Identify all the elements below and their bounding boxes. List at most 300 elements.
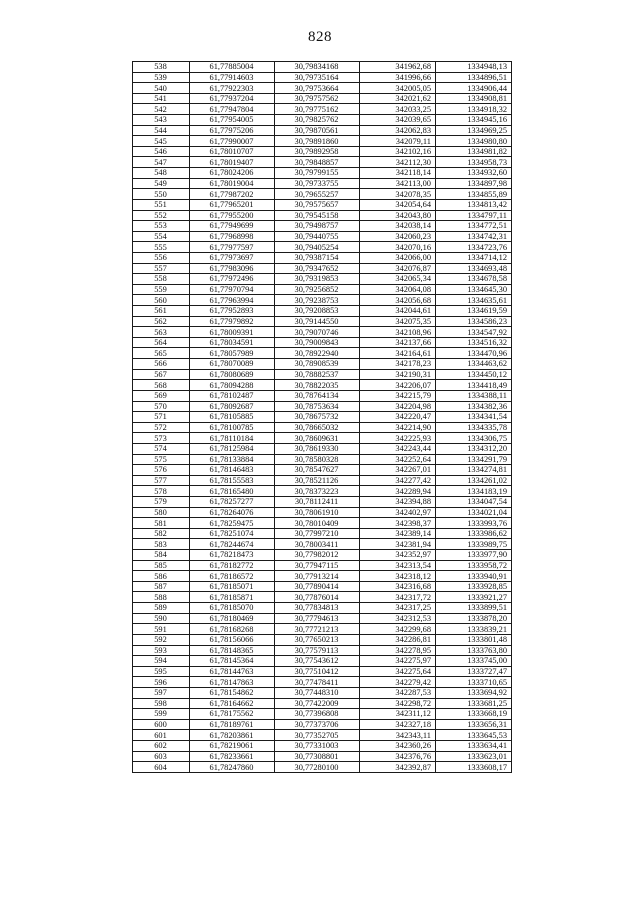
longitude-cell: 30,79753664 [275, 83, 360, 94]
x-coordinate-cell: 342206,07 [360, 380, 436, 391]
point-number-cell: 547 [133, 157, 190, 168]
y-coordinate-cell: 1334516,32 [436, 337, 512, 348]
longitude-cell: 30,77947115 [275, 560, 360, 571]
latitude-cell: 61,78148365 [190, 645, 275, 656]
point-number-cell: 579 [133, 496, 190, 507]
table-row [133, 168, 512, 179]
latitude-cell: 61,77990007 [190, 136, 275, 147]
table-row [133, 327, 512, 338]
longitude-cell: 30,78609631 [275, 433, 360, 444]
y-coordinate-cell: 1334896,51 [436, 72, 512, 83]
y-coordinate-cell: 1334261,02 [436, 475, 512, 486]
y-coordinate-cell: 1334547,92 [436, 327, 512, 338]
longitude-cell: 30,78547627 [275, 465, 360, 476]
x-coordinate-cell: 342312,53 [360, 613, 436, 624]
longitude-cell: 30,79387154 [275, 252, 360, 263]
latitude-cell: 61,78257277 [190, 496, 275, 507]
y-coordinate-cell: 1333645,53 [436, 730, 512, 741]
y-coordinate-cell: 1333745,00 [436, 656, 512, 667]
point-number-cell: 571 [133, 412, 190, 423]
latitude-cell: 61,77937204 [190, 93, 275, 104]
latitude-cell: 61,78105885 [190, 412, 275, 423]
point-number-cell: 546 [133, 146, 190, 157]
table-row [133, 560, 512, 571]
latitude-cell: 61,78182772 [190, 560, 275, 571]
point-number-cell: 577 [133, 475, 190, 486]
x-coordinate-cell: 342225,93 [360, 433, 436, 444]
longitude-cell: 30,79347652 [275, 263, 360, 274]
latitude-cell: 61,78034591 [190, 337, 275, 348]
table-row [133, 709, 512, 720]
x-coordinate-cell: 342112,30 [360, 157, 436, 168]
x-coordinate-cell: 342178,23 [360, 359, 436, 370]
table-row [133, 539, 512, 550]
point-number-cell: 566 [133, 359, 190, 370]
x-coordinate-cell: 342286,81 [360, 634, 436, 645]
point-number-cell: 568 [133, 380, 190, 391]
longitude-cell: 30,79735164 [275, 72, 360, 83]
point-number-cell: 586 [133, 571, 190, 582]
point-number-cell: 573 [133, 433, 190, 444]
point-number-cell: 598 [133, 698, 190, 709]
point-number-cell: 584 [133, 550, 190, 561]
longitude-cell: 30,77422009 [275, 698, 360, 709]
x-coordinate-cell: 342108,96 [360, 327, 436, 338]
x-coordinate-cell: 341996,66 [360, 72, 436, 83]
latitude-cell: 61,78244674 [190, 539, 275, 550]
point-number-cell: 587 [133, 581, 190, 592]
x-coordinate-cell: 342313,54 [360, 560, 436, 571]
table-row [133, 62, 512, 73]
point-number-cell: 572 [133, 422, 190, 433]
longitude-cell: 30,79825762 [275, 115, 360, 126]
point-number-cell: 543 [133, 115, 190, 126]
y-coordinate-cell: 1334291,79 [436, 454, 512, 465]
longitude-cell: 30,77982012 [275, 550, 360, 561]
latitude-cell: 61,78146483 [190, 465, 275, 476]
x-coordinate-cell: 342343,11 [360, 730, 436, 741]
latitude-cell: 61,78219061 [190, 741, 275, 752]
x-coordinate-cell: 342317,72 [360, 592, 436, 603]
table-row [133, 93, 512, 104]
x-coordinate-cell: 342402,97 [360, 507, 436, 518]
latitude-cell: 61,77963994 [190, 295, 275, 306]
point-number-cell: 541 [133, 93, 190, 104]
y-coordinate-cell: 1334463,62 [436, 359, 512, 370]
y-coordinate-cell: 1334797,11 [436, 210, 512, 221]
latitude-cell: 61,78218473 [190, 550, 275, 561]
table-row [133, 189, 512, 200]
point-number-cell: 556 [133, 252, 190, 263]
latitude-cell: 61,78259475 [190, 518, 275, 529]
point-number-cell: 602 [133, 741, 190, 752]
y-coordinate-cell: 1334723,76 [436, 242, 512, 253]
coordinates-table [132, 61, 512, 773]
latitude-cell: 61,78180469 [190, 613, 275, 624]
point-number-cell: 601 [133, 730, 190, 741]
longitude-cell: 30,77543612 [275, 656, 360, 667]
table-row [133, 454, 512, 465]
longitude-cell: 30,78822035 [275, 380, 360, 391]
x-coordinate-cell: 342298,72 [360, 698, 436, 709]
x-coordinate-cell: 342190,31 [360, 369, 436, 380]
longitude-cell: 30,79144550 [275, 316, 360, 327]
latitude-cell: 61,78168268 [190, 624, 275, 635]
latitude-cell: 61,77972496 [190, 274, 275, 285]
table-row [133, 359, 512, 370]
x-coordinate-cell: 342066,00 [360, 252, 436, 263]
y-coordinate-cell: 1334714,12 [436, 252, 512, 263]
x-coordinate-cell: 342279,42 [360, 677, 436, 688]
longitude-cell: 30,79775162 [275, 104, 360, 115]
table-row [133, 115, 512, 126]
longitude-cell: 30,77396808 [275, 709, 360, 720]
point-number-cell: 558 [133, 274, 190, 285]
point-number-cell: 542 [133, 104, 190, 115]
y-coordinate-cell: 1334635,61 [436, 295, 512, 306]
y-coordinate-cell: 1333921,27 [436, 592, 512, 603]
x-coordinate-cell: 342038,14 [360, 221, 436, 232]
latitude-cell: 61,78019004 [190, 178, 275, 189]
point-number-cell: 551 [133, 199, 190, 210]
longitude-cell: 30,78003411 [275, 539, 360, 550]
y-coordinate-cell: 1333763,80 [436, 645, 512, 656]
longitude-cell: 30,77721213 [275, 624, 360, 635]
longitude-cell: 30,77331003 [275, 741, 360, 752]
table-row [133, 581, 512, 592]
x-coordinate-cell: 342389,14 [360, 528, 436, 539]
x-coordinate-cell: 342065,34 [360, 274, 436, 285]
y-coordinate-cell: 1334619,59 [436, 306, 512, 317]
latitude-cell: 61,78009391 [190, 327, 275, 338]
table-row [133, 496, 512, 507]
latitude-cell: 61,77955200 [190, 210, 275, 221]
latitude-cell: 61,78185871 [190, 592, 275, 603]
table-row [133, 528, 512, 539]
point-number-cell: 540 [133, 83, 190, 94]
x-coordinate-cell: 342360,26 [360, 741, 436, 752]
y-coordinate-cell: 1334693,48 [436, 263, 512, 274]
latitude-cell: 61,78145364 [190, 656, 275, 667]
y-coordinate-cell: 1334586,23 [436, 316, 512, 327]
x-coordinate-cell: 341962,68 [360, 62, 436, 73]
point-number-cell: 565 [133, 348, 190, 359]
x-coordinate-cell: 342005,05 [360, 83, 436, 94]
x-coordinate-cell: 342311,12 [360, 709, 436, 720]
y-coordinate-cell: 1333623,01 [436, 751, 512, 762]
longitude-cell: 30,79733755 [275, 178, 360, 189]
y-coordinate-cell: 1334645,30 [436, 284, 512, 295]
point-number-cell: 550 [133, 189, 190, 200]
x-coordinate-cell: 342316,68 [360, 581, 436, 592]
latitude-cell: 61,78155583 [190, 475, 275, 486]
latitude-cell: 61,78100785 [190, 422, 275, 433]
x-coordinate-cell: 342078,35 [360, 189, 436, 200]
longitude-cell: 30,77650213 [275, 634, 360, 645]
latitude-cell: 61,77970794 [190, 284, 275, 295]
longitude-cell: 30,79440755 [275, 231, 360, 242]
longitude-cell: 30,77834813 [275, 603, 360, 614]
x-coordinate-cell: 342079,11 [360, 136, 436, 147]
table-row [133, 751, 512, 762]
y-coordinate-cell: 1333710,65 [436, 677, 512, 688]
x-coordinate-cell: 342392,87 [360, 762, 436, 773]
table-row [133, 624, 512, 635]
x-coordinate-cell: 342278,95 [360, 645, 436, 656]
point-number-cell: 549 [133, 178, 190, 189]
table-row [133, 210, 512, 221]
table-row [133, 178, 512, 189]
table-row [133, 274, 512, 285]
table-row [133, 475, 512, 486]
x-coordinate-cell: 342044,61 [360, 306, 436, 317]
point-number-cell: 559 [133, 284, 190, 295]
y-coordinate-cell: 1334306,75 [436, 433, 512, 444]
longitude-cell: 30,78010409 [275, 518, 360, 529]
longitude-cell: 30,78764134 [275, 390, 360, 401]
y-coordinate-cell: 1334678,58 [436, 274, 512, 285]
y-coordinate-cell: 1333694,92 [436, 687, 512, 698]
latitude-cell: 61,78024206 [190, 168, 275, 179]
longitude-cell: 30,78619330 [275, 443, 360, 454]
table-row [133, 687, 512, 698]
y-coordinate-cell: 1334948,13 [436, 62, 512, 73]
latitude-cell: 61,77965201 [190, 199, 275, 210]
table-row [133, 125, 512, 136]
y-coordinate-cell: 1334932,60 [436, 168, 512, 179]
point-number-cell: 569 [133, 390, 190, 401]
longitude-cell: 30,78112411 [275, 496, 360, 507]
point-number-cell: 538 [133, 62, 190, 73]
x-coordinate-cell: 342075,35 [360, 316, 436, 327]
y-coordinate-cell: 1333986,62 [436, 528, 512, 539]
longitude-cell: 30,79655257 [275, 189, 360, 200]
longitude-cell: 30,79545158 [275, 210, 360, 221]
latitude-cell: 61,78185070 [190, 603, 275, 614]
longitude-cell: 30,77794613 [275, 613, 360, 624]
table-row [133, 136, 512, 147]
x-coordinate-cell: 342064,08 [360, 284, 436, 295]
table-row [133, 412, 512, 423]
latitude-cell: 61,77977597 [190, 242, 275, 253]
table-row [133, 146, 512, 157]
table-row [133, 83, 512, 94]
longitude-cell: 30,77478411 [275, 677, 360, 688]
longitude-cell: 30,79070746 [275, 327, 360, 338]
longitude-cell: 30,78675732 [275, 412, 360, 423]
latitude-cell: 61,78147863 [190, 677, 275, 688]
longitude-cell: 30,77373706 [275, 719, 360, 730]
y-coordinate-cell: 1334918,32 [436, 104, 512, 115]
latitude-cell: 61,78185071 [190, 581, 275, 592]
table-row [133, 486, 512, 497]
x-coordinate-cell: 342381,94 [360, 539, 436, 550]
table-row [133, 401, 512, 412]
x-coordinate-cell: 342137,66 [360, 337, 436, 348]
point-number-cell: 552 [133, 210, 190, 221]
longitude-cell: 30,79208853 [275, 306, 360, 317]
latitude-cell: 61,77973697 [190, 252, 275, 263]
y-coordinate-cell: 1334470,96 [436, 348, 512, 359]
x-coordinate-cell: 342056,68 [360, 295, 436, 306]
longitude-cell: 30,79256852 [275, 284, 360, 295]
x-coordinate-cell: 342164,61 [360, 348, 436, 359]
latitude-cell: 61,78156066 [190, 634, 275, 645]
longitude-cell: 30,77308801 [275, 751, 360, 762]
y-coordinate-cell: 1334450,12 [436, 369, 512, 380]
longitude-cell: 30,79757562 [275, 93, 360, 104]
latitude-cell: 61,78186572 [190, 571, 275, 582]
longitude-cell: 30,78908539 [275, 359, 360, 370]
point-number-cell: 585 [133, 560, 190, 571]
longitude-cell: 30,77579113 [275, 645, 360, 656]
latitude-cell: 61,78203861 [190, 730, 275, 741]
table-row [133, 603, 512, 614]
latitude-cell: 61,78102487 [190, 390, 275, 401]
point-number-cell: 603 [133, 751, 190, 762]
table-row [133, 762, 512, 773]
latitude-cell: 61,78125984 [190, 443, 275, 454]
point-number-cell: 581 [133, 518, 190, 529]
x-coordinate-cell: 342243,44 [360, 443, 436, 454]
point-number-cell: 591 [133, 624, 190, 635]
y-coordinate-cell: 1334897,98 [436, 178, 512, 189]
y-coordinate-cell: 1333958,72 [436, 560, 512, 571]
point-number-cell: 564 [133, 337, 190, 348]
y-coordinate-cell: 1333940,91 [436, 571, 512, 582]
latitude-cell: 61,78175562 [190, 709, 275, 720]
y-coordinate-cell: 1333928,85 [436, 581, 512, 592]
longitude-cell: 30,78061910 [275, 507, 360, 518]
point-number-cell: 553 [133, 221, 190, 232]
table-row [133, 666, 512, 677]
point-number-cell: 578 [133, 486, 190, 497]
y-coordinate-cell: 1334980,80 [436, 136, 512, 147]
y-coordinate-cell: 1334183,19 [436, 486, 512, 497]
point-number-cell: 604 [133, 762, 190, 773]
y-coordinate-cell: 1334813,42 [436, 199, 512, 210]
table-row [133, 221, 512, 232]
y-coordinate-cell: 1333801,48 [436, 634, 512, 645]
table-row [133, 295, 512, 306]
table-row [133, 316, 512, 327]
x-coordinate-cell: 342070,16 [360, 242, 436, 253]
table-row [133, 571, 512, 582]
point-number-cell: 574 [133, 443, 190, 454]
table-row [133, 443, 512, 454]
table-row [133, 380, 512, 391]
latitude-cell: 61,77947804 [190, 104, 275, 115]
table-row [133, 369, 512, 380]
latitude-cell: 61,78164662 [190, 698, 275, 709]
longitude-cell: 30,79575657 [275, 199, 360, 210]
point-number-cell: 599 [133, 709, 190, 720]
point-number-cell: 570 [133, 401, 190, 412]
y-coordinate-cell: 1333608,17 [436, 762, 512, 773]
latitude-cell: 61,78110184 [190, 433, 275, 444]
table-row [133, 634, 512, 645]
x-coordinate-cell: 342352,97 [360, 550, 436, 561]
x-coordinate-cell: 342220,47 [360, 412, 436, 423]
table-row [133, 231, 512, 242]
y-coordinate-cell: 1334772,51 [436, 221, 512, 232]
point-number-cell: 576 [133, 465, 190, 476]
latitude-cell: 61,78080689 [190, 369, 275, 380]
latitude-cell: 61,78264076 [190, 507, 275, 518]
longitude-cell: 30,79009843 [275, 337, 360, 348]
latitude-cell: 61,77922303 [190, 83, 275, 94]
x-coordinate-cell: 342289,94 [360, 486, 436, 497]
y-coordinate-cell: 1333668,19 [436, 709, 512, 720]
coordinates-table-body [133, 62, 512, 773]
latitude-cell: 61,77914603 [190, 72, 275, 83]
y-coordinate-cell: 1334382,36 [436, 401, 512, 412]
longitude-cell: 30,79319853 [275, 274, 360, 285]
y-coordinate-cell: 1334969,25 [436, 125, 512, 136]
latitude-cell: 61,78144763 [190, 666, 275, 677]
point-number-cell: 545 [133, 136, 190, 147]
longitude-cell: 30,79834168 [275, 62, 360, 73]
x-coordinate-cell: 342327,18 [360, 719, 436, 730]
table-row [133, 252, 512, 263]
longitude-cell: 30,78922940 [275, 348, 360, 359]
table-row [133, 465, 512, 476]
x-coordinate-cell: 342277,42 [360, 475, 436, 486]
point-number-cell: 560 [133, 295, 190, 306]
table-row [133, 730, 512, 741]
latitude-cell: 61,78092687 [190, 401, 275, 412]
longitude-cell: 30,79238753 [275, 295, 360, 306]
y-coordinate-cell: 1333989,75 [436, 539, 512, 550]
table-row [133, 645, 512, 656]
x-coordinate-cell: 342043,80 [360, 210, 436, 221]
x-coordinate-cell: 342318,12 [360, 571, 436, 582]
table-row [133, 284, 512, 295]
table-row [133, 719, 512, 730]
table-row [133, 157, 512, 168]
y-coordinate-cell: 1333634,41 [436, 741, 512, 752]
x-coordinate-cell: 342039,65 [360, 115, 436, 126]
latitude-cell: 61,77987202 [190, 189, 275, 200]
point-number-cell: 544 [133, 125, 190, 136]
longitude-cell: 30,77280100 [275, 762, 360, 773]
table-row [133, 306, 512, 317]
point-number-cell: 597 [133, 687, 190, 698]
x-coordinate-cell: 342299,68 [360, 624, 436, 635]
point-number-cell: 593 [133, 645, 190, 656]
y-coordinate-cell: 1334274,81 [436, 465, 512, 476]
point-number-cell: 555 [133, 242, 190, 253]
x-coordinate-cell: 342102,16 [360, 146, 436, 157]
table-row [133, 199, 512, 210]
latitude-cell: 61,77979892 [190, 316, 275, 327]
point-number-cell: 561 [133, 306, 190, 317]
x-coordinate-cell: 342252,64 [360, 454, 436, 465]
table-row [133, 72, 512, 83]
y-coordinate-cell: 1334021,04 [436, 507, 512, 518]
longitude-cell: 30,78665032 [275, 422, 360, 433]
point-number-cell: 575 [133, 454, 190, 465]
point-number-cell: 588 [133, 592, 190, 603]
longitude-cell: 30,79848857 [275, 157, 360, 168]
point-number-cell: 600 [133, 719, 190, 730]
table-row [133, 677, 512, 688]
point-number-cell: 592 [133, 634, 190, 645]
x-coordinate-cell: 342215,79 [360, 390, 436, 401]
y-coordinate-cell: 1334958,73 [436, 157, 512, 168]
latitude-cell: 61,78010707 [190, 146, 275, 157]
longitude-cell: 30,79891860 [275, 136, 360, 147]
